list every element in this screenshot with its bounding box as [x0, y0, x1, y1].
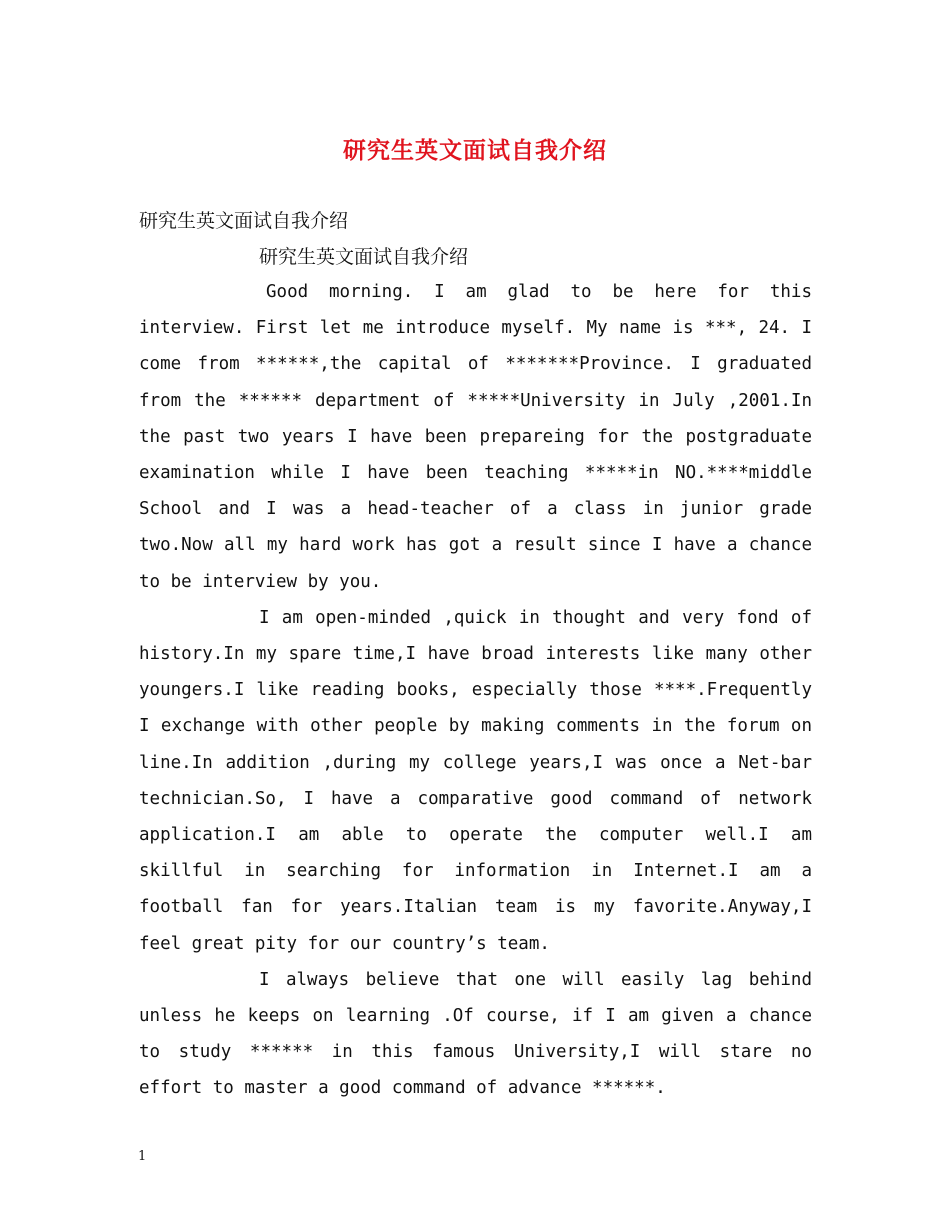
- paragraph-intro: Good morning. I am glad to be here for this interview. First let me introduce myself. My name is ***, 24. I come from ******,the capital of *******Province. I graduated from the ****** department of *****University in July ,2001.In the past two years I have been prepareing for the postgraduate examination while I have been teaching *****in NO.****middle School and I was a head-teacher of a class in junior grade two.Now all my hard work has got a result since I have a chance to be interview by you.: [139, 282, 812, 592]
- paragraph-learning: I always believe that one will easily lag behind unless he keeps on learning .Of course, if I am given a chance to study ****** in this famous University,I will stare no effort to master a good command of advance ******.: [139, 969, 812, 1099]
- document-body: [139, 274, 812, 1107]
- document-subheading: 研究生英文面试自我介绍: [259, 246, 469, 268]
- document-heading: 研究生英文面试自我介绍: [139, 210, 349, 232]
- document-title: 研究生英文面试自我介绍: [343, 137, 607, 164]
- page-number: 1: [138, 1149, 147, 1164]
- paragraph-personality: I am open-minded ,quick in thought and very fond of history.In my spare time,I have broad interests like many other youngers.I like reading books, especially those ****.Frequently I exchange with other people by making comments in the forum on line.In addition ,during my college years,I was once a Net-bar technician.So, I have a comparative good command of network application.I am able to operate the computer well.I am skillful in searching for information in Internet.I am a football fan for years.Italian team is my favorite.Anyway,I feel great pity for our country’s team.: [139, 607, 812, 954]
